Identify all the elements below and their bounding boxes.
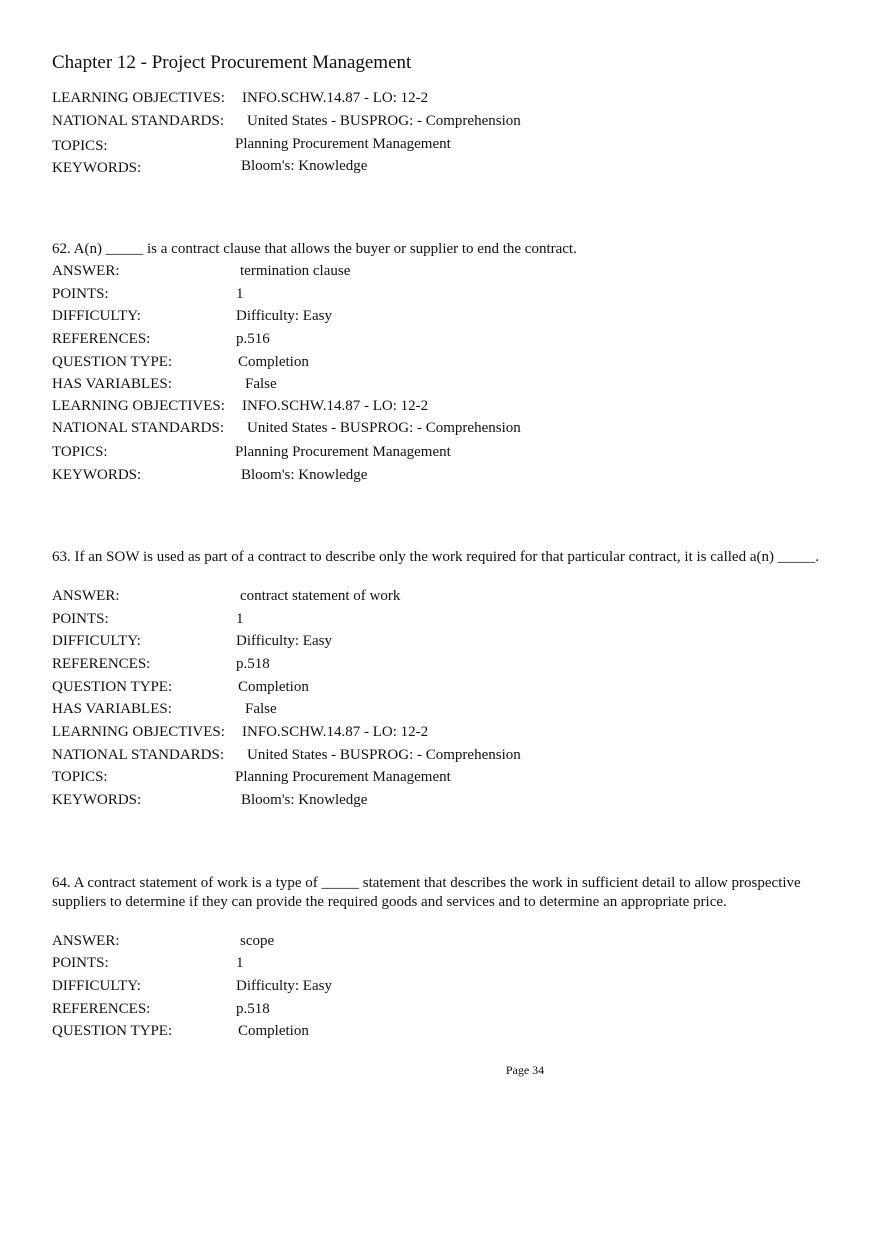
keywords-label: KEYWORDS: xyxy=(52,792,142,808)
learning-objectives-value: INFO.SCHW.14.87 - LO: 12-2 xyxy=(242,90,429,106)
learning-objectives-label: LEARNING OBJECTIVES: xyxy=(52,724,225,740)
learning-objectives-label: LEARNING OBJECTIVES: xyxy=(52,398,225,414)
difficulty-label: DIFFICULTY: xyxy=(52,978,141,994)
question-type-label: QUESTION TYPE: xyxy=(52,354,173,370)
keywords-value: Bloom's: Knowledge xyxy=(241,467,368,483)
national-standards-label: NATIONAL STANDARDS: xyxy=(52,747,224,763)
references-value: p.518 xyxy=(236,1001,270,1017)
national-standards-value: United States - BUSPROG: - Comprehension xyxy=(247,113,521,129)
references-value: p.516 xyxy=(236,331,270,347)
references-value: p.518 xyxy=(236,656,270,672)
has-variables-label: HAS VARIABLES: xyxy=(52,376,172,392)
points-label: POINTS: xyxy=(52,286,109,302)
difficulty-value: Difficulty: Easy xyxy=(236,978,332,994)
references-label: REFERENCES: xyxy=(52,331,151,347)
question-type-label: QUESTION TYPE: xyxy=(52,1023,173,1039)
answer-value: contract statement of work xyxy=(240,588,401,604)
points-value: 1 xyxy=(236,955,244,971)
topics-value: Planning Procurement Management xyxy=(235,136,451,152)
difficulty-value: Difficulty: Easy xyxy=(236,633,332,649)
question-63-text: 63. If an SOW is used as part of a contract to describe only the work required for that particular contract, it is called a(n) _____. xyxy=(52,549,819,565)
topics-label: TOPICS: xyxy=(52,138,108,154)
answer-label: ANSWER: xyxy=(52,933,120,949)
topics-label: TOPICS: xyxy=(52,444,108,460)
points-value: 1 xyxy=(236,286,244,302)
national-standards-label: NATIONAL STANDARDS: xyxy=(52,113,224,129)
has-variables-label: HAS VARIABLES: xyxy=(52,701,172,717)
difficulty-label: DIFFICULTY: xyxy=(52,633,141,649)
points-value: 1 xyxy=(236,611,244,627)
has-variables-value: False xyxy=(245,376,277,392)
topics-value: Planning Procurement Management xyxy=(235,444,451,460)
keywords-value: Bloom's: Knowledge xyxy=(241,158,368,174)
national-standards-value: United States - BUSPROG: - Comprehension xyxy=(247,420,521,436)
answer-value: termination clause xyxy=(240,263,351,279)
keywords-value: Bloom's: Knowledge xyxy=(241,792,368,808)
question-type-value: Completion xyxy=(238,679,309,695)
has-variables-value: False xyxy=(245,701,277,717)
difficulty-value: Difficulty: Easy xyxy=(236,308,332,324)
references-label: REFERENCES: xyxy=(52,656,151,672)
points-label: POINTS: xyxy=(52,955,109,971)
learning-objectives-value: INFO.SCHW.14.87 - LO: 12-2 xyxy=(242,398,429,414)
learning-objectives-label: LEARNING OBJECTIVES: xyxy=(52,90,225,106)
difficulty-label: DIFFICULTY: xyxy=(52,308,141,324)
question-type-value: Completion xyxy=(238,354,309,370)
answer-label: ANSWER: xyxy=(52,588,120,604)
question-type-value: Completion xyxy=(238,1023,309,1039)
question-type-label: QUESTION TYPE: xyxy=(52,679,173,695)
topics-label: TOPICS: xyxy=(52,769,108,785)
learning-objectives-value: INFO.SCHW.14.87 - LO: 12-2 xyxy=(242,724,429,740)
national-standards-value: United States - BUSPROG: - Comprehension xyxy=(247,747,521,763)
points-label: POINTS: xyxy=(52,611,109,627)
keywords-label: KEYWORDS: xyxy=(52,467,142,483)
question-62-text: 62. A(n) _____ is a contract clause that allows the buyer or supplier to end the contract. xyxy=(52,241,577,257)
keywords-label: KEYWORDS: xyxy=(52,160,142,176)
national-standards-label: NATIONAL STANDARDS: xyxy=(52,420,224,436)
references-label: REFERENCES: xyxy=(52,1001,151,1017)
answer-label: ANSWER: xyxy=(52,263,120,279)
answer-value: scope xyxy=(240,933,275,949)
chapter-title: Chapter 12 - Project Procurement Management xyxy=(52,52,412,73)
topics-value: Planning Procurement Management xyxy=(235,769,451,785)
question-64-text: 64. A contract statement of work is a type of _____ statement that describes the work in sufficient detail to allow prospective suppliers to determine if they can provide the required goods and services and to determine an appropriate price. xyxy=(52,875,801,910)
page-number: Page 34 xyxy=(505,1063,545,1077)
